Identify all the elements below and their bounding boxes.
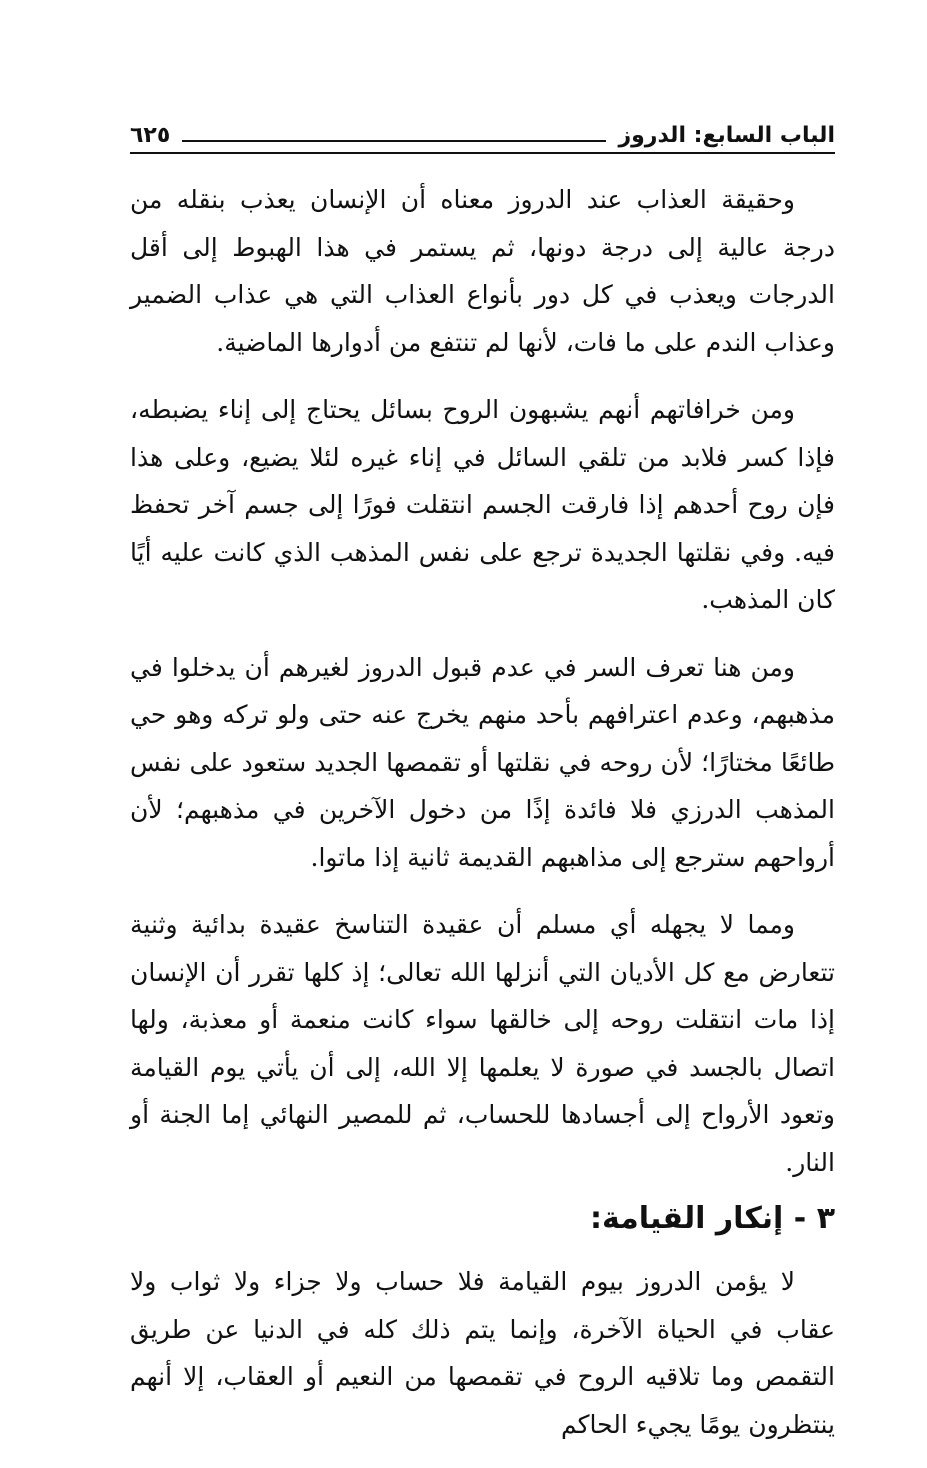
paragraph-reincarnation-critique: ومما لا يجهله أي مسلم أن عقيدة التناسخ عقيدة بدائية وثنية تتعارض مع كل الأديان التي أنزلها الله تعالى؛ إذ كلها تقرر أن الإنسان إذا مات انتقلت روحه إلى خالقها سواء كانت منعمة أو معذبة، ولها اتصال بالجسد في صورة لا يعلمها إلا الله، إلى أن يأتي يوم القيامة وتعود الأرواح إلى أجسادها للحساب، ثم للمصير النهائي إما الجنة أو النار. <box>130 910 835 1177</box>
body-text <box>130 176 835 1468</box>
paragraph-soul-vessel: ومن خرافاتهم أنهم يشبهون الروح بسائل يحتاج إلى إناء يضبطه، فإذا كسر فلابد من تلقي السائل في إناء غيره لئلا يضيع، وعلى هذا فإن روح أحدهم إذا فارقت الجسم انتقلت فورًا إلى جسم آخر تحفظ فيه. وفي نقلتها الجديدة ترجع على نفس المذهب الذي كانت عليه أيًا كان المذهب. <box>130 395 835 614</box>
page-number: ٦٢٥ <box>130 123 171 148</box>
running-header <box>130 108 835 154</box>
paragraph-resurrection: لا يؤمن الدروز بيوم القيامة فلا حساب ولا جزاء ولا ثواب ولا عقاب في الحياة الآخرة، وإنما يتم ذلك كله في الدنيا عن طريق التقمص وما تلاقيه الروح في تقمصها من النعيم أو العقاب، إلا أنهم ينتظرون يومًا يجيء الحاكم <box>130 1267 835 1439</box>
header-rule <box>182 140 606 142</box>
paragraph-closed-sect: ومن هنا تعرف السر في عدم قبول الدروز لغيرهم أن يدخلوا في مذهبهم، وعدم اعترافهم بأحد منهم يخرج عنه حتى ولو تركه وهو حي طائعًا مختارًا؛ لأن روحه في نقلتها أو تقمصها الجديد ستعود على نفس المذهب الدرزي فلا فائدة إذًا من دخول الآخرين في مذهبهم؛ لأن أرواحهم سترجع إلى مذاهبهم القديمة ثانية إذا ماتوا. <box>130 652 835 872</box>
section-heading: ٣ - إنكار القيامة: <box>589 1201 835 1236</box>
chapter-title: الباب السابع: الدروز <box>618 123 835 148</box>
paragraph-torment: وحقيقة العذاب عند الدروز معناه أن الإنسان يعذب بنقله من درجة عالية إلى درجة دونها، ثم يستمر في هذا الهبوط إلى أقل الدرجات ويعذب في كل دور بأنواع العذاب التي هي عذاب الضمير وعذاب الندم على ما فات، لأنها لم تنتفع من أدوارها الماضية. <box>130 185 835 357</box>
